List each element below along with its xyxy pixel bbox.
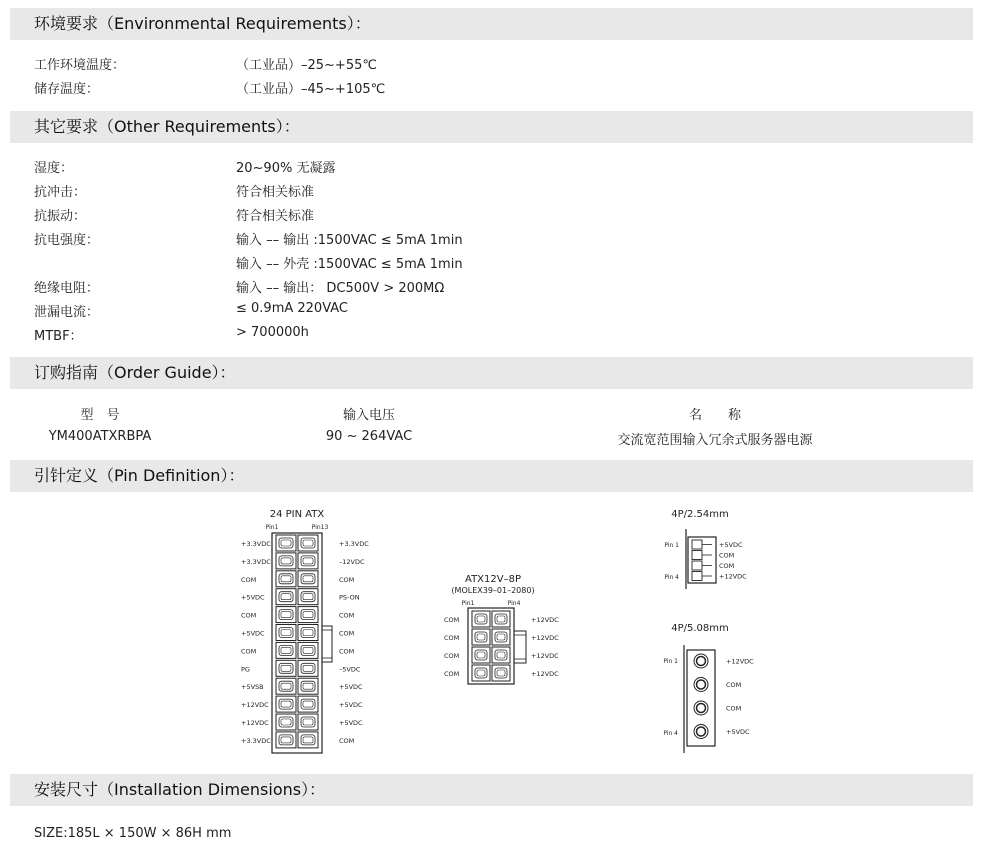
pin-label-right: COM (339, 647, 355, 656)
connector-24pin-housing (272, 533, 322, 753)
pin-cell (276, 714, 296, 730)
section-header-order (10, 357, 973, 389)
pin-cell (472, 629, 490, 645)
pin-cell (276, 535, 296, 551)
pin-label-right: +12VDC (531, 652, 559, 660)
env-value-operating-temp: （工业品）–25~+55℃ (236, 58, 377, 73)
section-header-pins (10, 460, 973, 492)
pin-label-right: +12VDC (531, 670, 559, 678)
pin-label-right: +5VDC (339, 683, 363, 692)
pin-cell (692, 540, 712, 549)
pin-cell (276, 678, 296, 694)
other-value-dielectric-io: 输入 –– 输出 :1500VAC ≤ 5mA 1min (236, 233, 463, 248)
pin-cell (694, 701, 708, 715)
other-label-dielectric: 抗电强度： (34, 233, 100, 248)
pin-label-right: +5VDC (339, 701, 363, 710)
other-value-vibration: 符合相关标准 (236, 209, 315, 224)
pin-label-right: –12VDC (339, 557, 365, 566)
pin-label-right: +12VDC (531, 616, 559, 624)
other-value-leakage: ≤ 0.9mA 220VAC (236, 301, 349, 316)
connector-8pin-pin4-label: Pin4 (507, 600, 521, 607)
section-title: 订购指南（Order Guide）： (34, 363, 236, 382)
pin-cell (492, 629, 510, 645)
pin-label: COM (719, 551, 735, 560)
other-label-leakage: 泄漏电流： (34, 305, 100, 320)
pin-label-left: +3.3VDC (241, 736, 271, 745)
pin-label-right: COM (339, 575, 355, 584)
pin-cell (692, 551, 712, 560)
section-header-other (10, 111, 973, 143)
pin-cell (298, 660, 318, 676)
pin-cell (276, 571, 296, 587)
pin-label: COM (719, 562, 735, 570)
other-label-vibration: 抗振动： (34, 209, 87, 224)
section-title: 环境要求（Environmental Requirements）： (34, 14, 371, 33)
pin-label-left: COM (444, 652, 460, 660)
pin-cell (492, 647, 510, 663)
env-label-storage-temp: 储存温度： (34, 82, 100, 97)
pin-label-left: +5VDC (241, 629, 265, 638)
pin-label: COM (726, 704, 742, 713)
pin-cell (694, 725, 708, 739)
connector-24pin-pin13-label: Pin13 (311, 524, 329, 531)
pin-label-left: PG (241, 665, 250, 674)
pin-cell (276, 625, 296, 641)
pin-label-right: +3.3VDC (339, 540, 369, 548)
connector-8pin-latch (514, 631, 526, 663)
other-label-humidity: 湿度： (34, 161, 74, 176)
pin-cell (298, 714, 318, 730)
pin-label-left: COM (241, 611, 257, 620)
pin-label-right: +5VDC (339, 719, 363, 727)
pin-cell (472, 665, 490, 681)
section-title: 引针定义（Pin Definition）： (34, 466, 245, 485)
pin-cell (276, 660, 296, 676)
connector-4p-254-title: 4P/2.54mm (671, 509, 729, 520)
pin-cell (298, 696, 318, 712)
connector-8pin-subtitle: (MOLEX39–01–2080) (451, 586, 535, 595)
order-cell-name: 交流宽范围输入冗余式服务器电源 (617, 433, 813, 448)
connector-4p-508-title: 4P/5.08mm (671, 623, 729, 634)
env-value-storage-temp: （工业品）–45~+105℃ (236, 82, 386, 97)
pin-cell (276, 642, 296, 658)
section-header-environmental (10, 8, 973, 40)
other-value-shock: 符合相关标准 (236, 185, 315, 200)
pin-cell (276, 589, 296, 605)
connector-4p-508 (663, 623, 754, 753)
section-title: 安装尺寸（Installation Dimensions）： (34, 780, 326, 799)
connector-8pin (444, 574, 559, 684)
env-label-operating-temp: 工作环境温度： (34, 58, 126, 73)
pin-cell (694, 678, 708, 692)
other-value-mtbf: > 700000h (236, 325, 309, 340)
pin-cell (692, 572, 712, 581)
pin-cell (492, 611, 510, 627)
pin-label-left: +3.3VDC (241, 557, 271, 566)
order-cell-model: YM400ATXRBPA (48, 429, 152, 444)
pin-label-left: COM (241, 575, 257, 584)
connector-4p-508-pin4-label: Pin 4 (663, 730, 678, 737)
pin-label-left: COM (444, 634, 460, 642)
pin-cell (298, 732, 318, 748)
pin-cell (694, 654, 708, 668)
connector-24pin-pin1-label: Pin1 (265, 524, 279, 531)
other-label-shock: 抗冲击： (34, 185, 87, 200)
section-title: 其它要求（Other Requirements）： (34, 117, 300, 136)
pin-label: COM (726, 681, 742, 689)
other-value-humidity: 20~90% 无凝露 (236, 161, 336, 176)
pin-label-right: –5VDC (339, 665, 361, 674)
pin-cell (692, 561, 712, 570)
pin-label-right: COM (339, 611, 355, 620)
pin-label-left: +12VDC (241, 701, 269, 710)
connector-4p-508-pin1-label: Pin 1 (663, 658, 678, 665)
pin-cell (298, 625, 318, 641)
other-label-insulation: 绝缘电阻： (34, 281, 100, 296)
pin-label-left: COM (241, 647, 257, 656)
install-size: SIZE:185L × 150W × 86H mm (34, 826, 232, 841)
connector-4p-254-pin1-label: Pin 1 (664, 542, 679, 549)
connector-24pin-title: 24 PIN ATX (269, 509, 325, 520)
pin-cell (298, 571, 318, 587)
pin-label-left: +12VDC (241, 719, 269, 727)
connector-4p-508-housing (687, 650, 715, 746)
pin-label-right: PS-ON (339, 593, 360, 602)
pin-cell (298, 553, 318, 569)
pin-cell (298, 678, 318, 694)
pin-label-left: +3.3VDC (241, 540, 271, 548)
connector-24pin-latch (322, 626, 332, 662)
pin-label-left: COM (444, 616, 460, 624)
pin-cell (298, 535, 318, 551)
pin-cell (472, 647, 490, 663)
pin-cell (492, 665, 510, 681)
other-label-mtbf: MTBF： (34, 329, 83, 344)
pin-cell (298, 607, 318, 623)
pin-label-right: COM (339, 629, 355, 638)
pin-label: +5VDC (719, 541, 743, 549)
pin-label-left: +5VSB (241, 683, 264, 692)
connector-8pin-pin1-label: Pin1 (461, 600, 475, 607)
pin-cell (276, 607, 296, 623)
connector-24pin (241, 509, 369, 753)
pin-label: +12VDC (719, 572, 747, 581)
pin-diagrams (0, 495, 983, 765)
pin-label: +5VDC (726, 728, 750, 736)
section-header-installation (10, 774, 973, 806)
connector-4p-254-pin4-label: Pin 4 (664, 574, 679, 581)
pin-cell (298, 589, 318, 605)
pin-cell (276, 732, 296, 748)
pin-label: +12VDC (726, 657, 754, 666)
pin-label-right: COM (339, 736, 355, 745)
pin-label-left: +5VDC (241, 593, 265, 602)
pin-cell (298, 642, 318, 658)
order-header-name: 名 称 (688, 408, 742, 423)
pin-label-left: COM (444, 670, 460, 678)
other-value-dielectric-case: 输入 –– 外壳 :1500VAC ≤ 5mA 1min (236, 257, 463, 272)
pin-cell (472, 611, 490, 627)
order-header-input-voltage: 输入电压 (342, 408, 396, 423)
connector-4p-254 (664, 509, 747, 589)
connector-8pin-title: ATX12V–8P (465, 574, 521, 585)
pin-label-right: +12VDC (531, 634, 559, 642)
order-header-model: 型 号 (80, 408, 120, 423)
other-value-insulation: 输入 –– 输出： DC500V > 200MΩ (236, 281, 445, 296)
order-cell-input-voltage: 90 ~ 264VAC (325, 429, 413, 444)
pin-cell (276, 553, 296, 569)
pin-cell (276, 696, 296, 712)
